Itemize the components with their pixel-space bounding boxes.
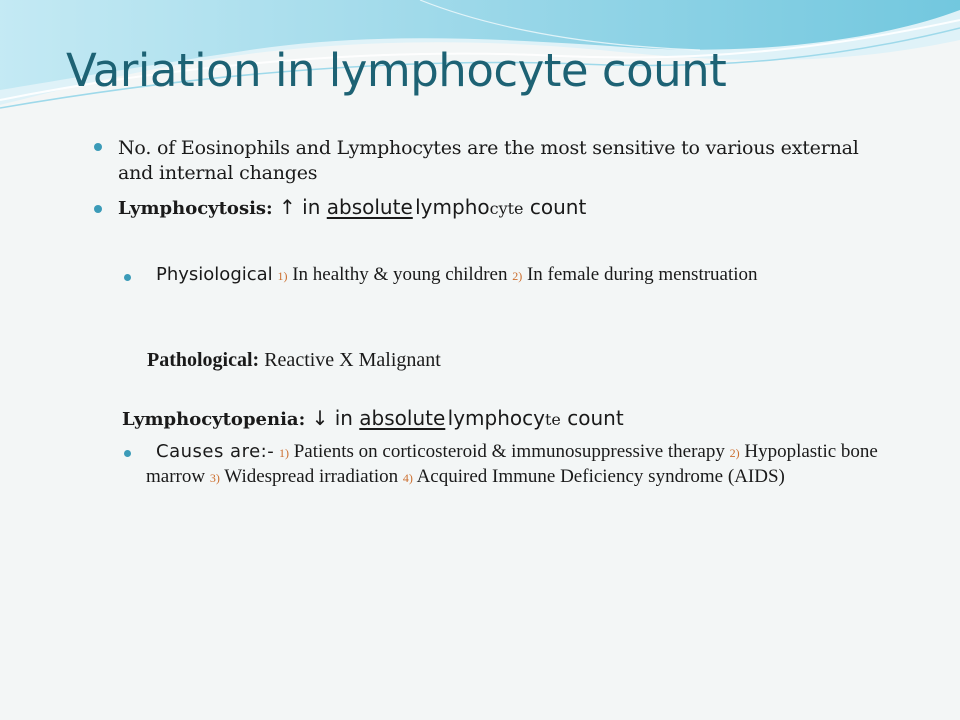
in-word: in — [302, 195, 321, 219]
count-word: count — [567, 406, 624, 430]
sub-bullet-dot — [124, 274, 131, 281]
absolute-word: absolute — [326, 195, 413, 219]
physiological-item — [146, 263, 846, 288]
count-word: count — [529, 195, 587, 219]
absolute-word: absolute — [359, 406, 446, 430]
physiological-label: Physiological — [156, 264, 273, 285]
causes-text-4: Acquired Immune Deficiency syndrome (AIDS) — [416, 466, 785, 487]
lymphocytopenia-line — [122, 406, 624, 430]
sub-bullet-dot — [124, 450, 131, 457]
in-word: in — [334, 406, 353, 430]
causes-item — [146, 440, 906, 490]
bullet-text: No. of Eosinophils and Lymphocytes are the most sensitive to various external and internal changes — [118, 137, 859, 184]
causes-text-2: Hypoplastic bone marrow — [146, 441, 878, 487]
lymphocytosis-line — [118, 195, 586, 219]
pathological-text: Reactive X Malignant — [264, 349, 441, 371]
lympho-word: lympho — [415, 195, 490, 219]
pathological-line — [147, 349, 441, 372]
te-word: te — [544, 410, 561, 429]
bullet-dot — [94, 143, 102, 151]
down-arrow-icon: ↓ — [311, 406, 329, 430]
number-2: 2) — [512, 269, 523, 283]
bullet-dot — [94, 205, 102, 213]
lymphocytopenia-label: Lymphocytopenia: — [122, 409, 306, 430]
lymphocy-word: lymphocy — [447, 406, 545, 430]
physiological-text-2: In female during menstruation — [526, 264, 758, 285]
up-arrow-icon: ↑ — [279, 195, 296, 219]
causes-text-1: Patients on corticosteroid & immunosuppressive therapy — [293, 441, 725, 462]
number-3: 3) — [209, 471, 220, 485]
pathological-label: Pathological: — [147, 349, 260, 371]
number-2: 2) — [729, 446, 740, 460]
causes-text-3: Widespread irradiation — [224, 466, 399, 487]
cyte-word: cyte — [489, 199, 524, 218]
bullet-eosinophils-lymphocytes — [118, 136, 878, 186]
physiological-text-1: In healthy & young children — [292, 264, 508, 285]
causes-label: Causes are:- — [156, 441, 275, 462]
number-1: 1) — [277, 269, 288, 283]
number-1: 1) — [278, 446, 289, 460]
number-4: 4) — [402, 471, 413, 485]
slide-title: Variation in lymphocyte count — [66, 44, 727, 97]
lymphocytosis-label: Lymphocytosis: — [118, 198, 273, 219]
